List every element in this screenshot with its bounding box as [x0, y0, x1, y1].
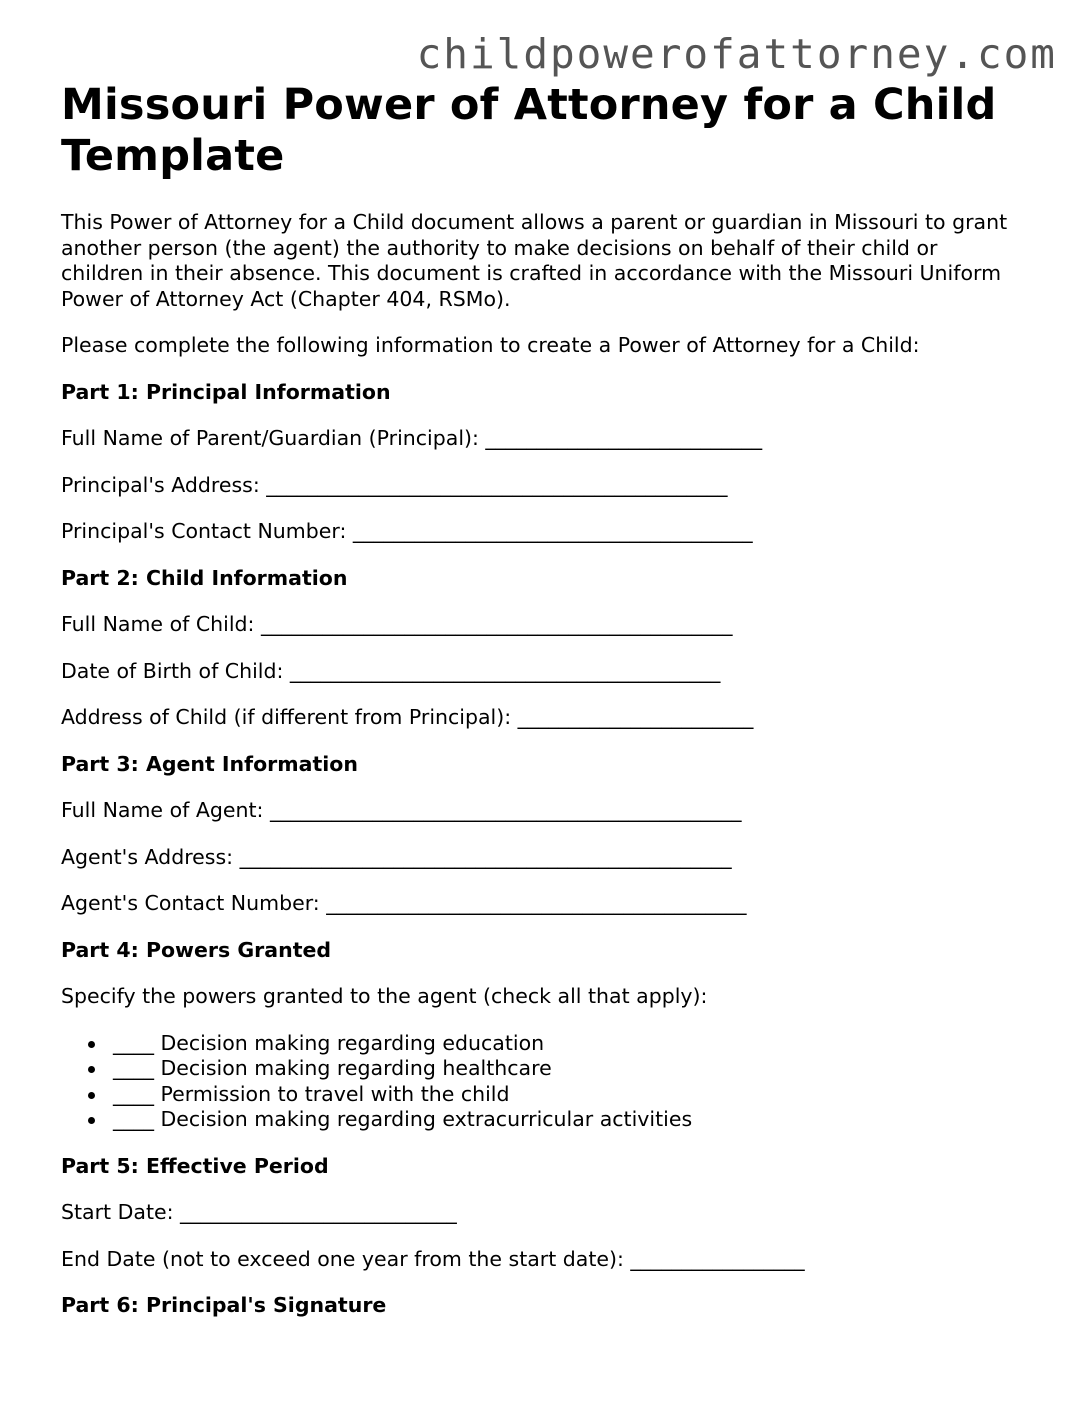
- end-date-field: End Date (not to exceed one year from the start date): _________________: [61, 1246, 805, 1271]
- part1-heading: Part 1: Principal Information: [61, 379, 391, 404]
- powers-instruction: Specify the powers granted to the agent (check all that apply):: [61, 984, 708, 1008]
- agent-contact-field: Agent's Contact Number: _________________________________________: [61, 891, 747, 915]
- power-item-travel: ____ Permission to travel with the child: [61, 1082, 1021, 1108]
- power-item-education: ____ Decision making regarding education: [61, 1031, 1021, 1057]
- part5-heading: Part 5: Effective Period: [61, 1153, 329, 1178]
- principal-contact-field: Principal's Contact Number: _______________________________________: [61, 519, 753, 543]
- agent-name-field: Full Name of Agent: ______________________________________________: [61, 798, 742, 822]
- instruction-text: Please complete the following information to create a Power of Attorney for a Child:: [61, 333, 920, 357]
- part2-heading: Part 2: Child Information: [61, 565, 348, 590]
- start-date-field: Start Date: ___________________________: [61, 1200, 457, 1224]
- page-title: Missouri Power of Attorney for a Child Template: [61, 80, 997, 181]
- part3-heading: Part 3: Agent Information: [61, 751, 358, 776]
- principal-name-field: Full Name of Parent/Guardian (Principal): ___________________________: [61, 426, 763, 450]
- part4-heading: Part 4: Powers Granted: [61, 937, 332, 962]
- document-body: [61, 80, 1021, 1319]
- watermark: childpowerofattorney.com: [416, 30, 1057, 78]
- power-item-healthcare: ____ Decision making regarding healthcare: [61, 1056, 1021, 1082]
- intro-paragraph: This Power of Attorney for a Child document allows a parent or guardian in Missouri to grant another person (the agent) the authority to make decisions on behalf of their child or children in their absence. This document is crafted in accordance with the Missouri Uniform Power of Attorney Act (Chapter 404, RSMo).: [61, 210, 1008, 311]
- power-item-extracurricular: ____ Decision making regarding extracurricular activities: [61, 1107, 1021, 1133]
- principal-address-field: Principal's Address: _____________________________________________: [61, 472, 728, 497]
- agent-address-field: Agent's Address: ________________________________________________: [61, 844, 732, 869]
- part6-heading: Part 6: Principal's Signature: [61, 1293, 387, 1317]
- child-address-field: Address of Child (if different from Principal): _______________________: [61, 705, 754, 729]
- powers-list: [61, 1010, 1021, 1133]
- child-dob-field: Date of Birth of Child: __________________________________________: [61, 658, 721, 683]
- child-name-field: Full Name of Child: ______________________________________________: [61, 612, 733, 636]
